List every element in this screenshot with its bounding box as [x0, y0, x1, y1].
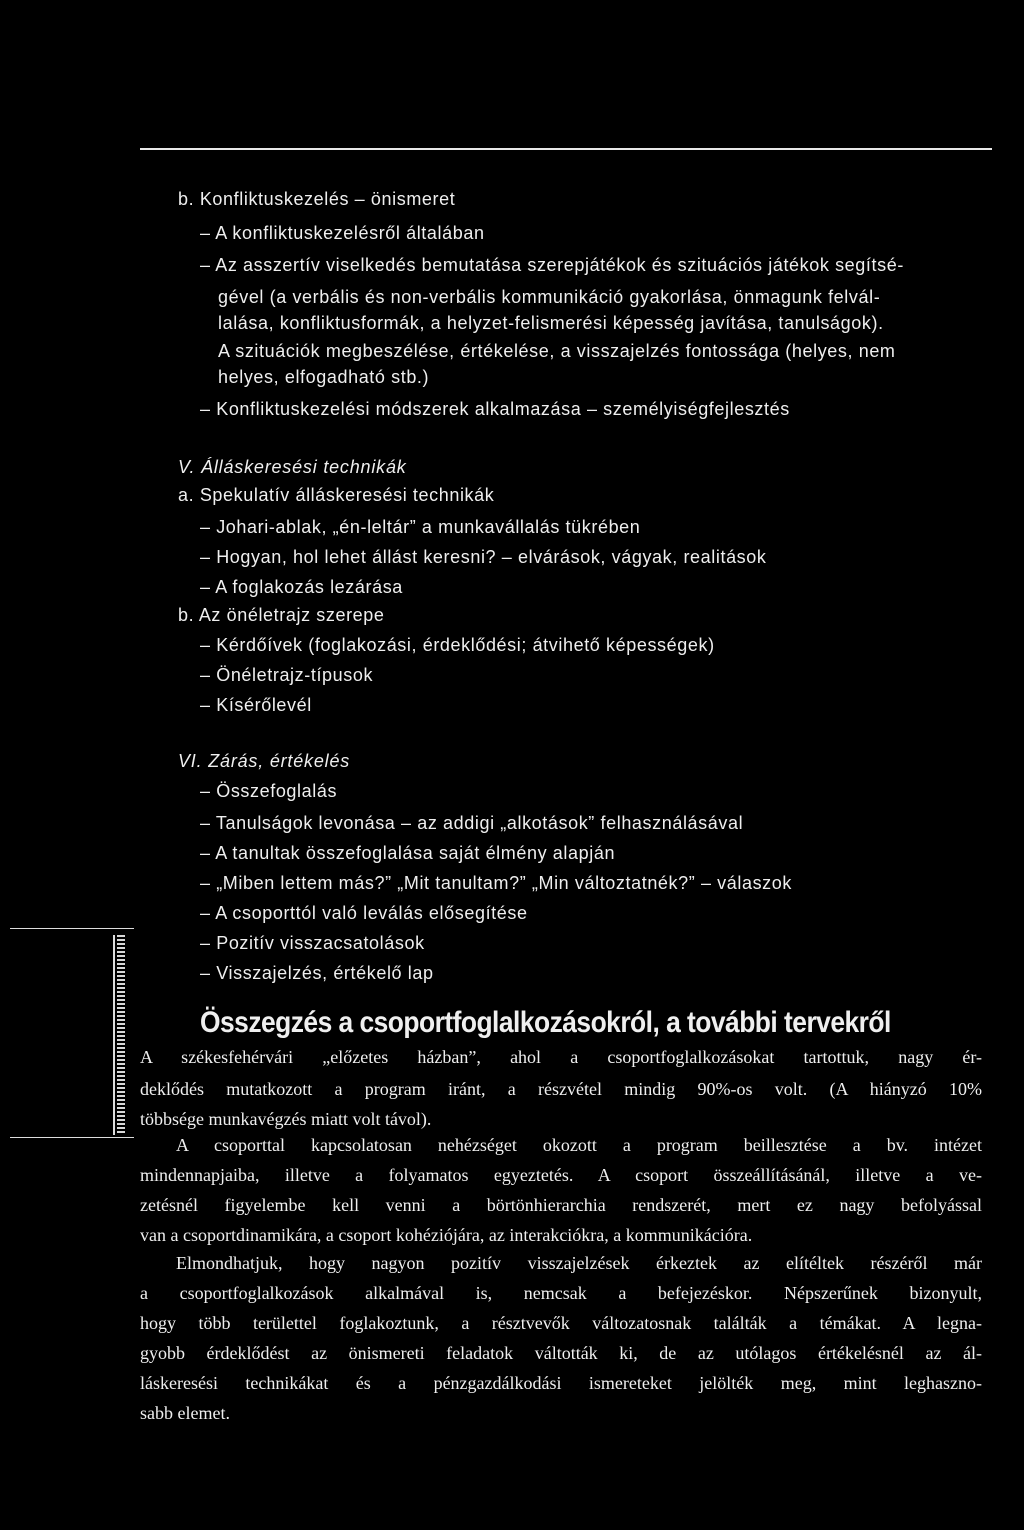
summary-p3-line: hogy több területtel foglakoztunk, a résztvevők változatosnak találták a témákat. A legna-: [140, 1313, 982, 1333]
summary-p3-line: Elmondhatjuk, hogy nagyon pozitív visszajelzések érkeztek az elítéltek részéről már: [176, 1253, 982, 1273]
summary-p2-line: mindennapjaiba, illetve a folyamatos egyeztetés. A csoport összeállításánál, illetve a ve-: [140, 1165, 982, 1185]
margin-stripe: [117, 935, 125, 1135]
summary-p3-line: láskeresési technikákat és a pénzgazdálkodási ismereteket jelölték meg, mint leghaszno-: [140, 1373, 982, 1393]
summary-p2-line: zetésnél figyelembe kell venni a börtönhierarchia rendszerét, mert ez nagy befolyással: [140, 1195, 982, 1215]
summary-p1-line: többsége munkavégzés miatt volt távol).: [140, 1109, 432, 1129]
section-v-item: – Kísérőlevél: [200, 695, 312, 715]
block-b-line: – Az asszertív viselkedés bemutatása szerepjátékok és szituációs játékok segítsé-: [200, 255, 904, 275]
summary-p3-line: sabb elemet.: [140, 1403, 230, 1423]
summary-p1-line: A székesfehérvári „előzetes házban”, ahol a csoportfoglalkozásokat tartottuk, nagy ér-: [140, 1047, 982, 1067]
summary-p1-line: deklődés mutatkozott a program iránt, a részvétel mindig 90%-os volt. (A hiányzó 10%: [140, 1079, 982, 1099]
block-b-line: – A konfliktuskezelésről általában: [200, 223, 485, 243]
summary-p3-line: gyobb érdeklődést az önismereti feladatok váltották ki, de az utólagos értékelésnél az ál-: [140, 1343, 982, 1363]
block-b-heading: b. Konfliktuskezelés – önismeret: [178, 189, 456, 209]
summary-heading: Összegzés a csoportfoglalkozásokról, a további tervekről: [200, 1006, 891, 1039]
margin-box: [10, 928, 134, 1138]
section-v-item: – Kérdőívek (foglakozási, érdeklődési; átvihető képességek): [200, 635, 715, 655]
section-v-item: – Önéletrajz-típusok: [200, 665, 374, 685]
block-b-line: lalása, konfliktusformák, a helyzet-felismerési képesség javítása, tanulságok).: [218, 313, 884, 333]
section-v-item: a. Spekulatív álláskeresési technikák: [178, 485, 495, 505]
section-vi-item: – Visszajelzés, értékelő lap: [200, 963, 434, 983]
block-b-line: A szituációk megbeszélése, értékelése, a visszajelzés fontossága (helyes, nem: [218, 341, 896, 361]
section-v-item: b. Az önéletrajz szerepe: [178, 605, 385, 625]
section-vi-title: VI. Zárás, értékelés: [178, 751, 351, 771]
summary-p2-line: A csoporttal kapcsolatosan nehézséget okozott a program beillesztése a bv. intézet: [176, 1135, 982, 1155]
section-vi-item: – A tanultak összefoglalása saját élmény alapján: [200, 843, 616, 863]
section-v-item: – A foglakozás lezárása: [200, 577, 403, 597]
section-v-item: – Johari-ablak, „én-leltár” a munkavállalás tükrében: [200, 517, 641, 537]
section-vi-item: – Összefoglalás: [200, 781, 338, 801]
block-b-line: gével (a verbális és non-verbális kommunikáció gyakorlása, önmagunk felvál-: [218, 287, 881, 307]
summary-p3-line: a csoportfoglalkozások alkalmával is, nemcsak a befejezéskor. Népszerűnek bizonyult,: [140, 1283, 982, 1303]
summary-p2-line: van a csoportdinamikára, a csoport kohéziójára, az interakciókra, a kommunikációra.: [140, 1225, 753, 1245]
section-vi-item: – „Miben lettem más?” „Mit tanultam?” „Min változtatnék?” – válaszok: [200, 873, 792, 893]
section-vi-item: – Tanulságok levonása – az addigi „alkotások” felhasználásával: [200, 813, 744, 833]
block-b-line: helyes, elfogadható stb.): [218, 367, 430, 387]
margin-box-edge: [113, 935, 115, 1135]
section-v-title: V. Álláskeresési technikák: [178, 457, 407, 477]
section-vi-item: – A csoporttól való leválás elősegítése: [200, 903, 528, 923]
block-b-line: – Konfliktuskezelési módszerek alkalmazása – személyiségfejlesztés: [200, 399, 790, 419]
top-rule: [140, 148, 992, 150]
section-v-item: – Hogyan, hol lehet állást keresni? – elvárások, vágyak, realitások: [200, 547, 767, 567]
section-vi-item: – Pozitív visszacsatolások: [200, 933, 425, 953]
